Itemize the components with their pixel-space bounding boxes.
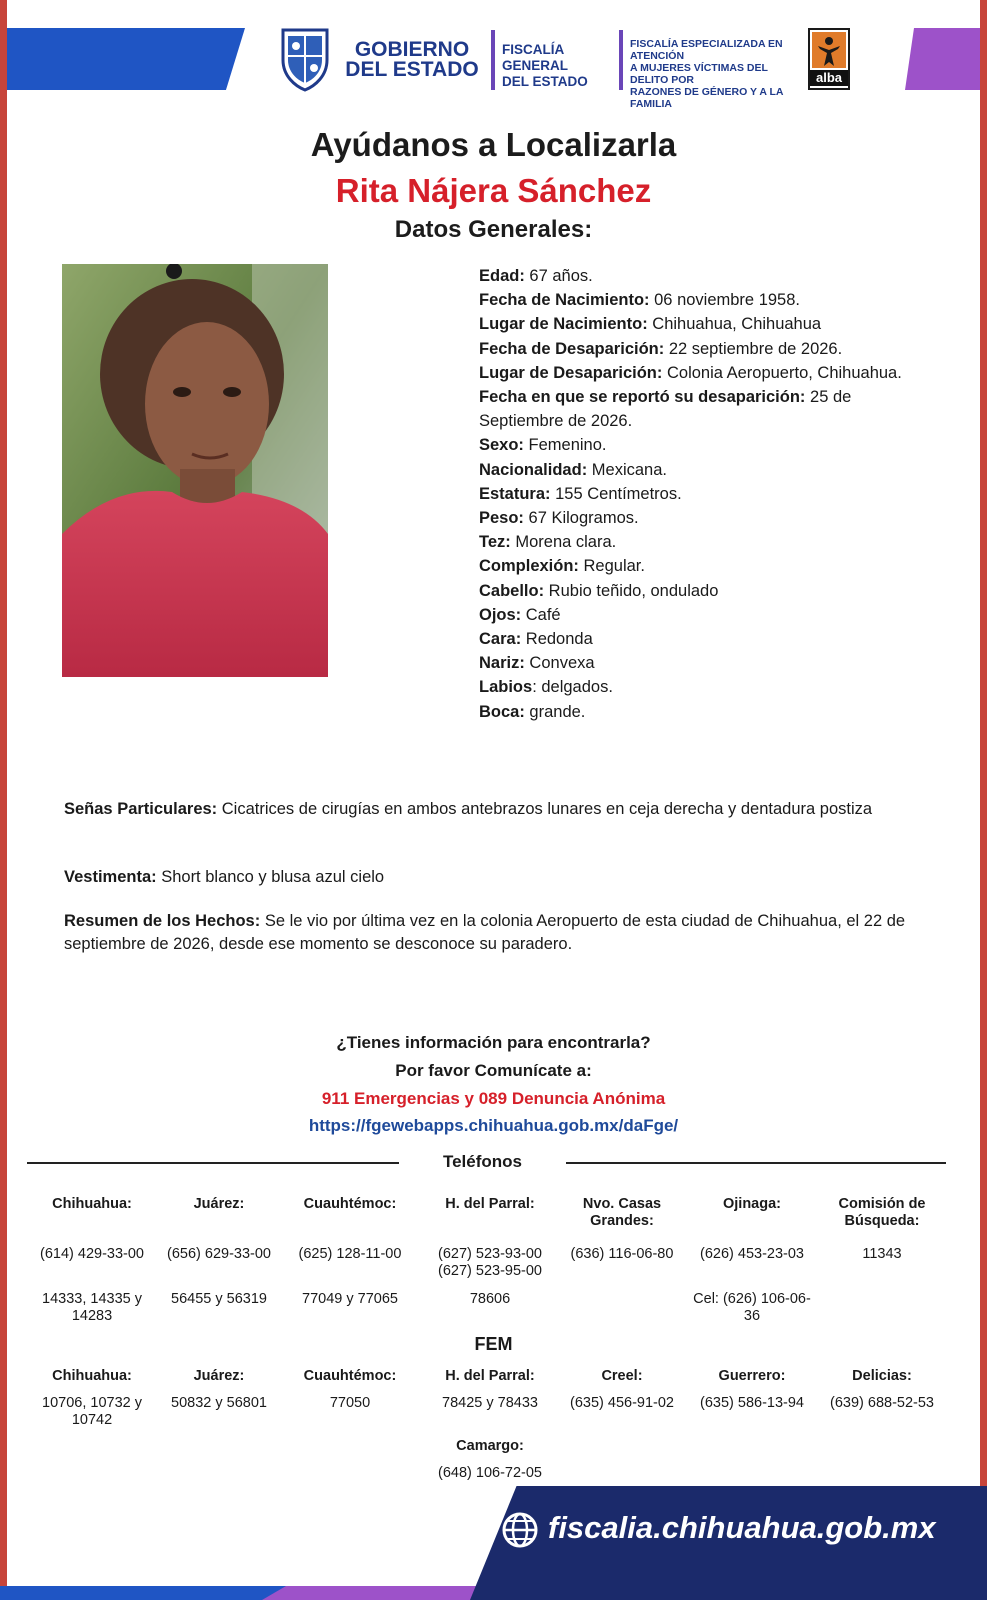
alba-logo: alba: [808, 28, 850, 90]
header-blue-stripe: [7, 28, 245, 90]
detail-row: Boca: grande.: [479, 702, 586, 721]
fem-city: Cuauhtémoc:: [303, 1368, 397, 1384]
detail-row: Complexión: Regular.: [479, 557, 645, 576]
resumen-hechos: Resumen de los Hechos: Se le vio por última vez en la colonia Aeropuerto de esta ciudad de Chihuahua, el 22 de septiembre de 2026, desde ese momento se desconoce su paradero.: [64, 912, 906, 953]
phone-extension: 77049 y 77065: [302, 1291, 398, 1307]
telefonos-divider-right: [566, 1162, 946, 1164]
detail-row: Nariz: Convexa: [479, 654, 595, 673]
fem-city: H. del Parral:: [445, 1368, 535, 1384]
footer-purple-stripe: [262, 1586, 502, 1600]
missing-person-photo: [62, 264, 328, 677]
detail-row: Labios: delgados.: [479, 678, 613, 697]
fem-city: Guerrero:: [718, 1368, 786, 1384]
senas-particulares: Señas Particulares: Cicatrices de cirugías en ambos antebrazos lunares en ceja derecha y dentadura postiza: [64, 800, 873, 818]
fem-city: Camargo:: [456, 1438, 524, 1454]
footer-website-link[interactable]: fiscalia.chihuahua.gob.mx: [548, 1510, 936, 1545]
phone-extension: Cel: (626) 106-06-36: [693, 1291, 811, 1324]
phone-city: Cuauhtémoc:: [303, 1196, 397, 1212]
phone-number: (625) 128-11-00: [298, 1246, 402, 1262]
fem-value: 10706, 10732 y 10742: [42, 1395, 142, 1428]
fem-value: (635) 586-13-94: [700, 1395, 804, 1411]
detail-row: Nacionalidad: Mexicana.: [479, 460, 667, 479]
phone-city: Juárez:: [193, 1196, 245, 1212]
fem-title: FEM: [474, 1334, 513, 1354]
fem-city: Juárez:: [193, 1368, 245, 1384]
fem-value: 78425 y 78433: [442, 1395, 538, 1411]
phone-city: Nvo. Casas Grandes:: [582, 1196, 662, 1229]
detail-row: Fecha de Desaparición: 22 septiembre de 2026.: [479, 339, 843, 358]
detail-row: Estatura: 155 Centímetros.: [479, 484, 682, 503]
phone-number: 11343: [862, 1246, 902, 1262]
detail-row: Cabello: Rubio teñido, ondulado: [479, 581, 719, 600]
fem-value: (648) 106-72-05: [438, 1465, 542, 1481]
phone-number: (627) 523-93-00 (627) 523-95-00: [438, 1246, 542, 1279]
phone-city: Chihuahua:: [52, 1196, 132, 1212]
header-divider: [491, 30, 495, 90]
report-link[interactable]: https://fgewebapps.chihuahua.gob.mx/daFge/: [308, 1116, 679, 1135]
fem-value: (639) 688-52-53: [830, 1395, 934, 1411]
telefonos-title: Teléfonos: [442, 1152, 523, 1171]
general-details-list: [479, 264, 919, 724]
contact-please: Por favor Comunícate a:: [395, 1061, 592, 1080]
vestimenta: Vestimenta: Short blanco y blusa azul cielo: [64, 868, 385, 886]
fem-value: (635) 456-91-02: [570, 1395, 674, 1411]
emergency-numbers: 911 Emergencias y 089 Denuncia Anónima: [321, 1089, 666, 1108]
phone-extension: 78606: [469, 1291, 511, 1307]
phone-number: (626) 453-23-03: [700, 1246, 804, 1262]
telefonos-grid: [27, 1196, 957, 1336]
section-title: Datos Generales:: [394, 216, 593, 243]
telefonos-divider-left: [27, 1162, 399, 1164]
fem-grid: [27, 1368, 957, 1488]
fiscalia-general-logo-text: FISCALÍA GENERAL DEL ESTADO: [502, 42, 588, 89]
state-shield-icon: [277, 26, 333, 92]
phone-extension: 14333, 14335 y 14283: [42, 1291, 142, 1324]
contact-question: ¿Tienes información para encontrarla?: [336, 1033, 651, 1052]
phone-number: (614) 429-33-00: [40, 1246, 144, 1262]
page-title: Ayúdanos a Localizarla: [310, 126, 677, 163]
detail-row: Lugar de Nacimiento: Chihuahua, Chihuahua: [479, 315, 822, 334]
fem-value: 50832 y 56801: [171, 1395, 267, 1411]
phone-city: Comisión de Búsqueda:: [838, 1196, 926, 1229]
detail-row: Sexo: Femenino.: [479, 436, 607, 455]
footer-blue-stripe: [0, 1586, 290, 1600]
phone-number: (656) 629-33-00: [167, 1246, 271, 1262]
phone-city: Ojinaga:: [722, 1196, 781, 1212]
detail-row: Peso: 67 Kilogramos.: [479, 509, 639, 528]
detail-row: Edad: 67 años.: [479, 267, 593, 285]
detail-row: Tez: Morena clara.: [479, 533, 617, 552]
phone-city: H. del Parral:: [445, 1196, 535, 1212]
fem-city: Chihuahua:: [52, 1368, 132, 1384]
phone-number: (636) 116-06-80: [570, 1246, 674, 1262]
fem-city: Delicias:: [852, 1368, 912, 1384]
globe-icon: [500, 1510, 540, 1550]
fem-city: Creel:: [601, 1368, 643, 1384]
alba-figure-icon: [812, 32, 846, 68]
missing-person-name: Rita Nájera Sánchez: [335, 172, 652, 209]
gobierno-logo-text: GOBIERNO DEL ESTADO: [345, 38, 479, 81]
header-divider: [619, 30, 623, 90]
detail-row: Fecha de Nacimiento: 06 noviembre 1958.: [479, 291, 800, 310]
detail-row: Cara: Redonda: [479, 630, 593, 649]
phone-extension: 56455 y 56319: [171, 1291, 267, 1307]
fiscalia-especializada-logo-text: FISCALÍA ESPECIALIZADA EN ATENCIÓN A MUJERES VÍCTIMAS DEL DELITO POR RAZONES DE GÉNERO Y A LA FAMILIA: [630, 38, 784, 110]
detail-row: Lugar de Desaparición: Colonia Aeropuerto, Chihuahua.: [479, 363, 902, 382]
header-purple-stripe: [905, 28, 980, 90]
detail-row: Fecha en que se reportó su desaparición: 25 de Septiembre de 2026.: [479, 388, 852, 431]
detail-row: Ojos: Café: [479, 605, 561, 624]
fem-value: 77050: [329, 1395, 371, 1411]
